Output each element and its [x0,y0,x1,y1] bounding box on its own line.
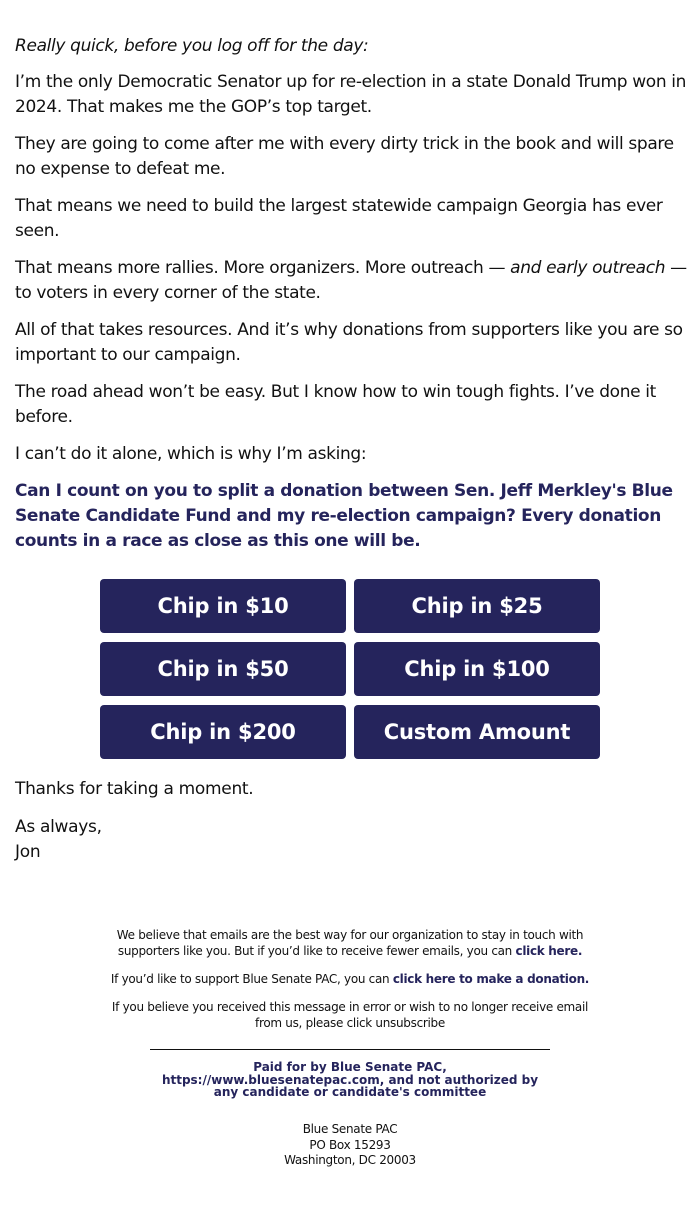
fewer-emails-notice [100,927,600,959]
custom-amount-button[interactable]: Custom Amount [354,705,600,759]
outreach-before: That means more rallies. More organizers. More outreach — [15,258,511,278]
intro-text: Really quick, before you log off for the day: [15,36,369,56]
paragraph-asking: I can’t do it alone, which is why I’m asking: [15,444,367,464]
chip-in-25-button[interactable]: Chip in $25 [354,579,600,633]
paragraph-target: I’m the only Democratic Senator up for re-election in a state Donald Trump won in 2024. That makes me the GOP’s top target. [15,72,687,117]
outreach-after: — to voters in every corner of the state. [15,258,687,303]
signoff-line: As always, [15,817,102,837]
chip-in-50-button[interactable]: Chip in $50 [100,642,346,696]
email-body [15,34,687,566]
paragraph-campaign: That means we need to build the largest statewide campaign Georgia has ever seen. [15,196,663,241]
donation-ask: Can I count on you to split a donation between Sen. Jeff Merkley's Blue Senate Candidate Fund and my re-election campaign? Every donation counts in a race as close as this one will be. [15,481,673,551]
support-text: If you’d like to support Blue Senate PAC, you can [110,972,393,986]
fewer-emails-link[interactable]: click here. [515,944,583,958]
org-name: Blue Senate PAC [302,1122,398,1136]
footer-divider [150,1049,550,1050]
paragraph-road-ahead: The road ahead won’t be easy. But I know how to win tough fights. I’ve done it before. [15,382,656,427]
chip-in-100-button[interactable]: Chip in $100 [354,642,600,696]
thanks-line: Thanks for taking a moment. [15,779,254,799]
paid-for-disclaimer: Paid for by Blue Senate PAC, https://www.bluesenatepac.com, and not authorized by any candidate or candidate's committee [161,1060,539,1099]
intro-line [15,34,687,59]
mailing-address [150,1122,550,1169]
chip-in-200-button[interactable]: Chip in $200 [100,705,346,759]
email-footer [100,927,600,1043]
chip-in-10-button[interactable]: Chip in $10 [100,579,346,633]
paragraph-dirty-tricks: They are going to come after me with every dirty trick in the book and will spare no expense to defeat me. [15,134,674,179]
make-donation-link[interactable]: click here to make a donation. [392,972,590,986]
support-notice [100,971,600,987]
donation-buttons [100,579,600,759]
po-box: PO Box 15293 [309,1137,391,1152]
email-closing [15,777,615,865]
paragraph-outreach [15,256,687,306]
outreach-emphasis: and early outreach [510,258,666,278]
signature: Jon [15,842,41,862]
fewer-emails-text: We believe that emails are the best way for our organization to stay in touch with supporters like you. But if you’d like to receive fewer emails, you can [116,928,584,958]
unsubscribe-notice[interactable]: If you believe you received this message in error or wish to no longer receive email from us, please click unsubscribe [111,1000,589,1030]
paragraph-resources: All of that takes resources. And it’s why donations from supporters like you are so important to our campaign. [15,320,683,365]
city-state-zip: Washington, DC 20003 [284,1153,416,1167]
